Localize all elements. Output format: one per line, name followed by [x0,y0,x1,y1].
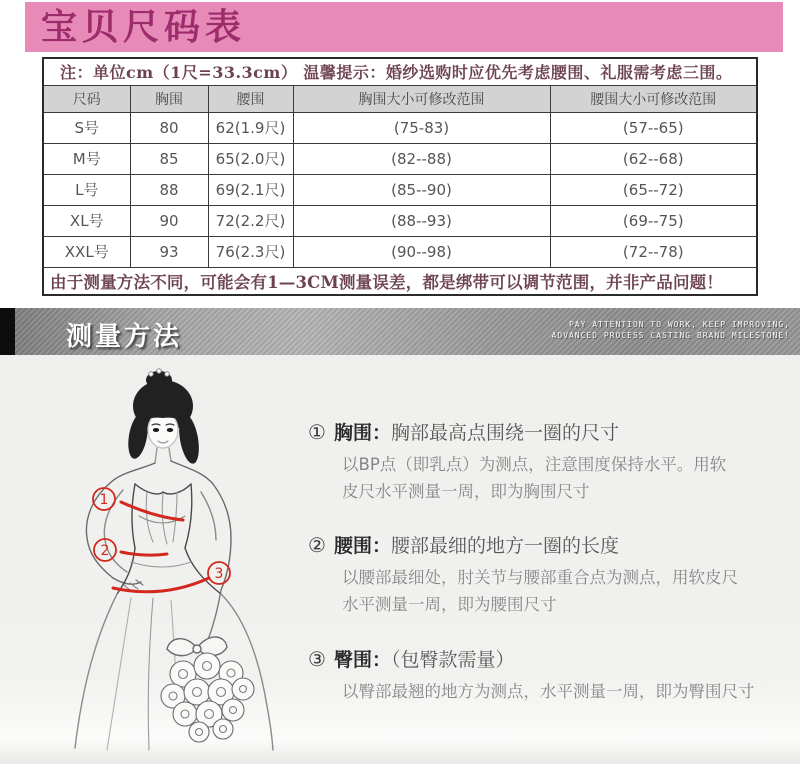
column-header-waist-range: 腰围大小可修改范围 [550,85,757,112]
step-term: 腰围： [333,535,391,557]
step-body-line: 以腰部最细处，肘关节与腰部重合点为测点，用软皮尺 [342,568,738,587]
bouquet [161,653,254,742]
brand-slogan [552,319,790,341]
column-header-size: 尺码 [43,85,130,112]
hip-line [113,578,209,592]
step-body [342,564,788,618]
bust-cell: 88 [130,174,208,205]
waist-cell: 69(2.1尺) [208,174,293,205]
table-row [43,112,757,143]
table-row [43,174,757,205]
waist-marker-number: 2 [100,543,110,559]
bust-cell: 80 [130,112,208,143]
measure-method-body [0,355,800,764]
size-cell: M号 [43,143,130,174]
tolerance-note: 由于测量方法不同，可能会有1—3CM测量误差，都是绑带可以调节范围，并非产品问题！ [43,267,757,295]
column-header-bust: 胸围 [130,85,208,112]
step-heading [308,531,788,560]
measure-method-title: 测量方法 [66,322,183,352]
size-cell: L号 [43,174,130,205]
bust-range-cell: (85--90) [293,174,550,205]
table-row [43,236,757,267]
circled-number-icon: ③ [308,647,326,671]
waist-range-cell: (72--78) [550,236,757,267]
waist-cell: 76(2.3尺) [208,236,293,267]
slogan-line-1: PAY ATTENTION TO WORK, KEEP IMPROVING, [568,320,790,329]
measure-method-header [0,308,800,355]
size-cell: S号 [43,112,130,143]
table-note-row [43,58,757,85]
bust-range-cell: (88--93) [293,205,550,236]
bust-range-cell: (90--98) [293,236,550,267]
measure-step-waist [308,531,788,618]
measure-step-bust [308,418,788,505]
table-row [43,205,757,236]
column-header-waist: 腰围 [208,85,293,112]
page-title: 宝贝尺码表 [41,6,247,48]
circled-number-icon: ② [308,533,326,557]
step-body-line: 水平测量一周，即为腰围尺寸 [342,595,557,614]
step-heading [308,645,788,674]
size-cell: XL号 [43,205,130,236]
waist-line [121,552,167,555]
step-title: 胸部最高点围绕一圈的尺寸 [390,422,619,444]
bust-cell: 93 [130,236,208,267]
bust-cell: 85 [130,143,208,174]
step-body [342,678,788,705]
step-term: 臀围： [333,649,391,671]
waist-cell: 72(2.2尺) [208,205,293,236]
waist-cell: 65(2.0尺) [208,143,293,174]
column-header-bust-range: 胸围大小可修改范围 [293,85,550,112]
step-body-line: 以臀部最翘的地方为测点，水平测量一周，即为臀围尺寸 [342,682,755,701]
size-table [42,57,758,296]
size-cell: XXL号 [43,236,130,267]
hip-marker-number: 3 [214,566,224,582]
waist-cell: 62(1.9尺) [208,112,293,143]
bride-illustration [35,366,305,758]
unit-note: 注：单位cm（1尺=33.3cm） 温馨提示：婚纱选购时应优先考虑腰围、礼服需考虑三围。 [43,58,757,85]
bust-line [121,502,183,520]
step-heading [308,418,788,447]
table-row [43,143,757,174]
waist-range-cell: (65--72) [550,174,757,205]
page-header [25,2,783,52]
waist-range-cell: (57--65) [550,112,757,143]
step-title: （包臀款需量） [390,649,515,671]
measure-lines [113,502,209,592]
step-body-line: 以BP点（即乳点）为测点，注意围度保持水平。用软 [342,455,727,474]
bust-range-cell: (75-83) [293,112,550,143]
measure-step-hip [308,645,788,705]
waist-range-cell: (62--68) [550,143,757,174]
bust-range-cell: (82--88) [293,143,550,174]
step-body [342,451,788,505]
header-edge-strip [0,308,15,355]
bow-icon [167,637,227,656]
table-header-row [43,85,757,112]
circled-number-icon: ① [308,420,326,444]
step-term: 胸围： [333,422,391,444]
bust-cell: 90 [130,205,208,236]
table-footer-row [43,267,757,295]
step-title: 腰部最细的地方一圈的长度 [390,535,619,557]
step-body-line: 皮尺水平测量一周，即为胸围尺寸 [342,482,590,501]
waist-range-cell: (69--75) [550,205,757,236]
bust-marker-number: 1 [99,492,109,508]
slogan-line-2: ADVANCED PROCESS CASTING BRAND MILESTONE! [551,331,790,340]
